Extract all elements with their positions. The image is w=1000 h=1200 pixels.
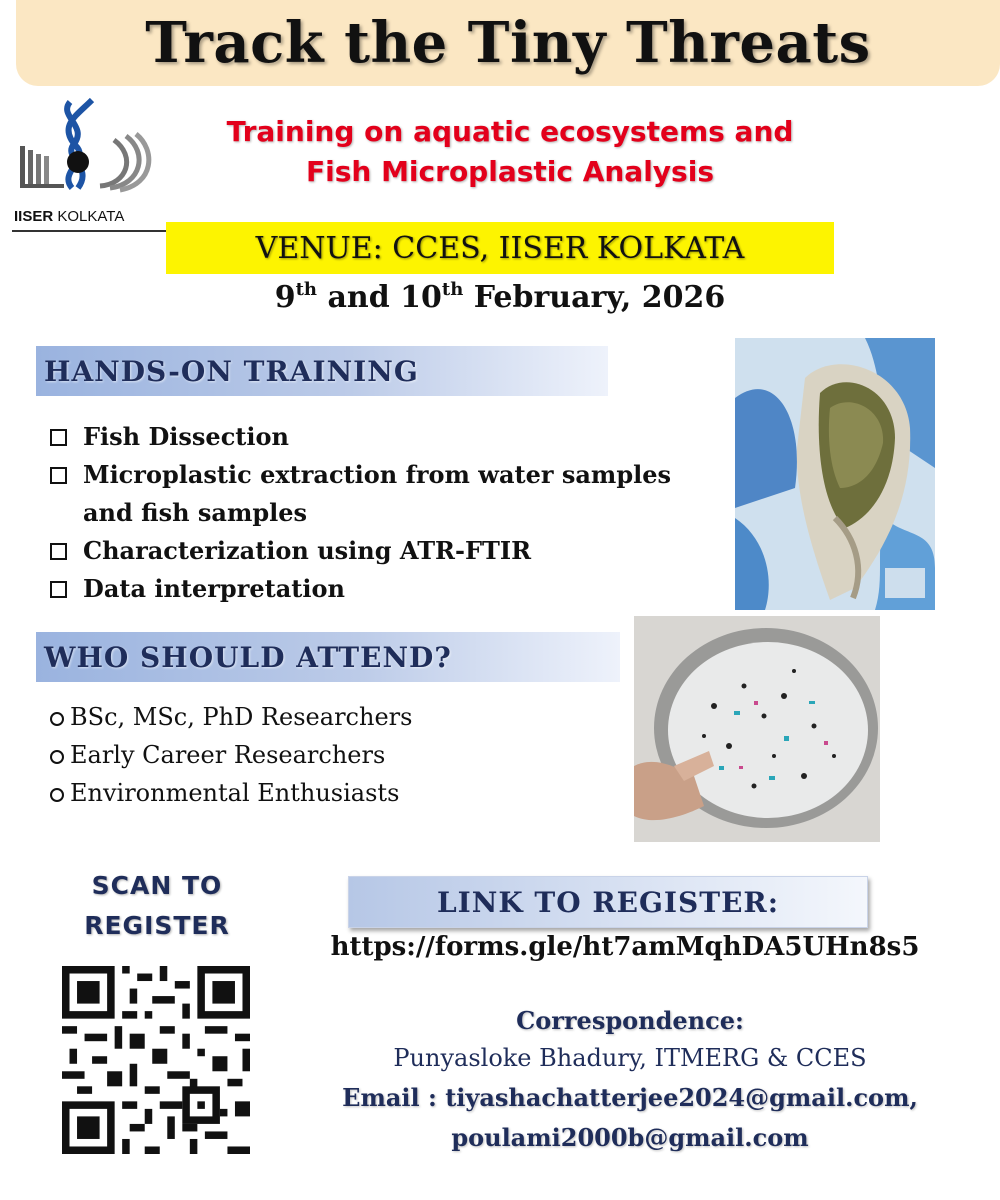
registration-qr-code[interactable] (62, 964, 250, 1156)
subtitle-line-2: Fish Microplastic Analysis (306, 155, 714, 188)
subtitle-line-1: Training on aquatic ecosystems and (226, 115, 794, 148)
correspondence-name: Punyasloke Bhadury, ITMERG & CCES (393, 1044, 867, 1072)
scan-to-register: SCAN TO REGISTER (84, 871, 230, 940)
list-item: Fish Dissection (50, 418, 671, 456)
registration-link[interactable]: https://forms.gle/ht7amMqhDA5UHn8s5 (330, 932, 920, 962)
who-heading: WHO SHOULD ATTEND? (44, 640, 452, 674)
link-heading: LINK TO REGISTER: (436, 885, 780, 919)
checkbox-icon (50, 543, 67, 560)
training-list (50, 418, 671, 608)
iiser-emblem-icon (18, 96, 158, 208)
who-heading-bar (36, 632, 620, 682)
logo-text: IISER KOLKATA (14, 208, 125, 225)
list-item: Environmental Enthusiasts (50, 774, 412, 812)
title-banner (16, 0, 1000, 86)
page-title: Track the Tiny Threats (145, 10, 871, 76)
correspondence-email-2[interactable]: poulami2000b@gmail.com (451, 1123, 809, 1152)
checkbox-icon (50, 429, 67, 446)
list-item: Microplastic extraction from water samples (50, 456, 671, 494)
correspondence-title: Correspondence: (516, 1006, 744, 1035)
bullet-circle-icon (50, 712, 64, 726)
hands-on-heading: HANDS-ON TRAINING (44, 354, 419, 388)
subtitle (160, 112, 860, 192)
list-item: BSc, MSc, PhD Researchers (50, 698, 412, 736)
microplastic-sieve-photo (634, 616, 880, 842)
link-heading-bar (348, 876, 868, 928)
event-date: 9th and 10th February, 2026 (274, 279, 726, 315)
list-item: Early Career Researchers (50, 736, 412, 774)
bullet-circle-icon (50, 750, 64, 764)
fish-dissection-photo (735, 338, 935, 610)
correspondence-email-1[interactable]: Email : tiyashachatterjee2024@gmail.com, (342, 1083, 918, 1112)
list-item: Characterization using ATR-FTIR (50, 532, 671, 570)
checkbox-icon (50, 467, 67, 484)
correspondence-block (290, 1004, 970, 1158)
checkbox-icon (50, 581, 67, 598)
divider (12, 230, 167, 232)
list-item: and fish samples (83, 498, 308, 527)
venue-text: VENUE: CCES, IISER KOLKATA (255, 230, 745, 266)
attendee-list (50, 698, 412, 812)
bullet-circle-icon (50, 788, 64, 802)
hands-on-heading-bar (36, 346, 608, 396)
iiser-logo (12, 96, 164, 234)
venue-banner (166, 222, 834, 274)
list-item: Data interpretation (50, 570, 671, 608)
